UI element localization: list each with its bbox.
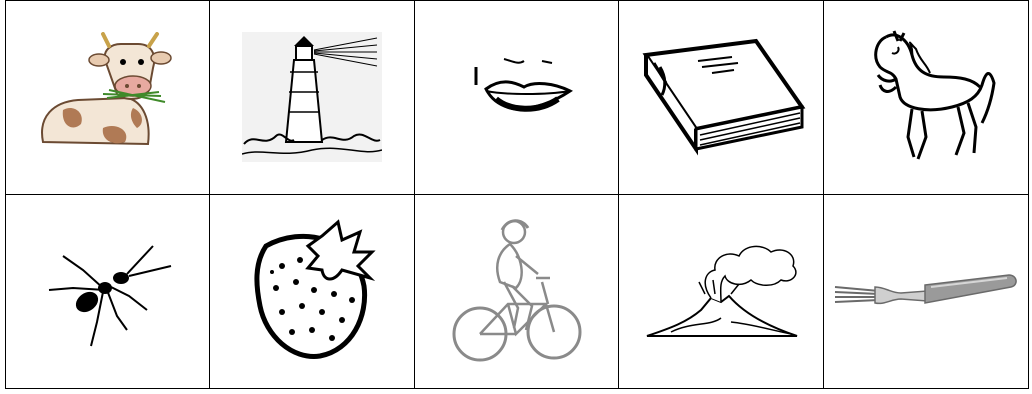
cell-lighthouse: [210, 1, 414, 195]
lips-icon: [446, 47, 586, 147]
lighthouse-icon: [242, 32, 382, 162]
ant-icon: [43, 226, 173, 356]
fork-icon: [831, 261, 1021, 321]
volcano-icon: [641, 236, 801, 346]
cell-lips: [415, 1, 619, 195]
book-icon: [636, 37, 806, 157]
picture-grid: [5, 0, 1029, 389]
cyclist-icon: [446, 216, 586, 366]
cell-fork: [824, 195, 1028, 389]
cell-cyclist: [415, 195, 619, 389]
strawberry-icon: [242, 216, 382, 366]
cell-strawberry: [210, 195, 414, 389]
cow-icon: [33, 32, 183, 162]
cell-ant: [6, 195, 210, 389]
cell-cow: [6, 1, 210, 195]
horse-icon: [856, 27, 996, 167]
cell-book: [619, 1, 823, 195]
cell-volcano: [619, 195, 823, 389]
cell-horse: [824, 1, 1028, 195]
